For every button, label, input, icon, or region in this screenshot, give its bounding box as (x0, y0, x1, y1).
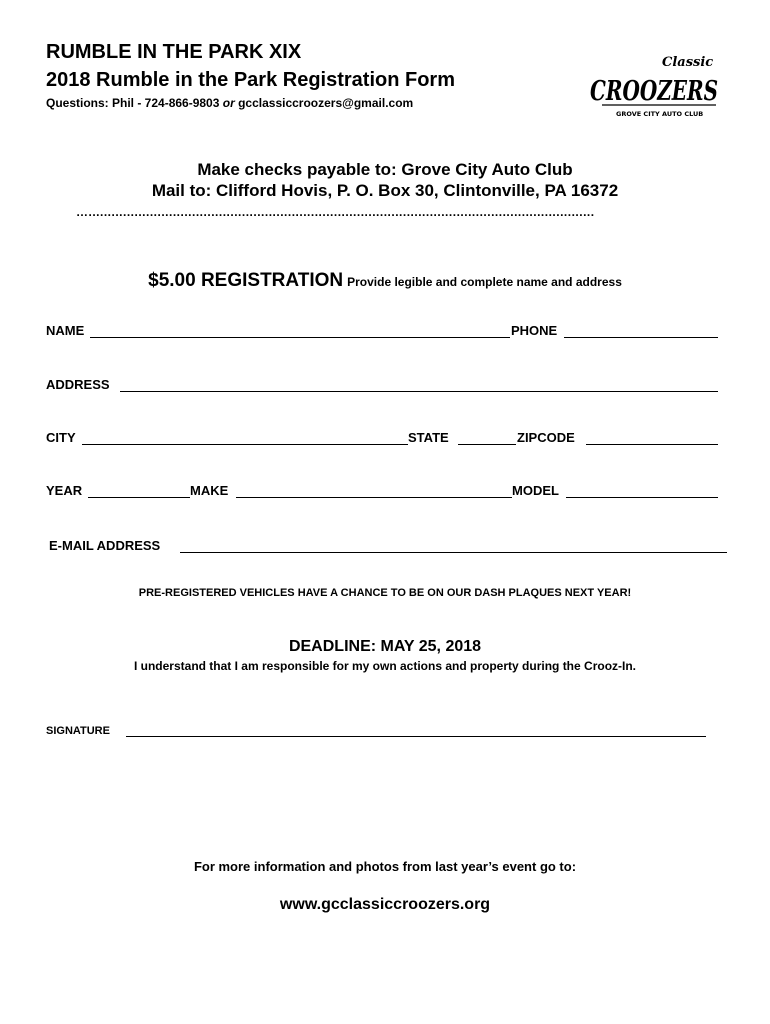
name-field[interactable] (90, 337, 510, 338)
state-field[interactable] (458, 444, 516, 445)
registration-heading (0, 268, 770, 295)
phone-label: PHONE (511, 323, 558, 338)
registration-fee: $5.00 REGISTRATION (148, 270, 344, 291)
logo-classic-text: Classic (662, 55, 714, 70)
website-link[interactable]: www.gcclassiccroozers.org (279, 896, 491, 913)
city-label: CITY (46, 430, 76, 445)
signature-label: SIGNATURE (46, 725, 110, 737)
city-state-zip-row (46, 429, 718, 449)
model-field[interactable] (566, 497, 718, 498)
phone-field[interactable] (564, 337, 718, 338)
deadline-heading: DEADLINE: MAY 25, 2018 (288, 638, 482, 655)
mail-to-text: Mail to: Clifford Hovis, P. O. Box 30, Clintonville, PA 16372 (151, 181, 619, 200)
email-field[interactable] (180, 552, 727, 553)
make-field[interactable] (236, 497, 512, 498)
year-make-model-row (46, 482, 718, 502)
make-label: MAKE (190, 483, 229, 498)
address-row (46, 376, 718, 396)
city-field[interactable] (82, 444, 408, 445)
state-label: STATE (408, 430, 449, 445)
zipcode-label: ZIPCODE (517, 430, 575, 445)
model-label: MODEL (512, 483, 559, 498)
name-phone-row (46, 322, 718, 342)
questions-or-text: or (222, 96, 235, 110)
dotted-separator: ….................................................................................................................................... (76, 205, 595, 219)
address-field[interactable] (120, 391, 718, 392)
questions-contact (46, 95, 413, 111)
logo-club-text: GROVE CITY AUTO CLUB (616, 110, 704, 118)
address-label: ADDRESS (46, 377, 110, 392)
year-field[interactable] (88, 497, 190, 498)
email-row (49, 537, 727, 557)
registration-note: Provide legible and complete name and address (347, 275, 622, 289)
classic-croozers-logo (588, 50, 720, 122)
checks-payable-text: Make checks payable to: Grove City Auto Club (197, 160, 573, 179)
zipcode-field[interactable] (586, 444, 718, 445)
email-label: E-MAIL ADDRESS (49, 538, 161, 553)
questions-phone-text: Questions: Phil - 724-866-9803 (46, 96, 223, 110)
more-info-text: For more information and photos from last year’s event go to: (193, 859, 577, 874)
signature-field[interactable] (126, 736, 706, 737)
form-title: RUMBLE IN THE PARK XIX (46, 41, 302, 63)
form-subtitle: 2018 Rumble in the Park Registration Form (46, 69, 455, 91)
responsibility-statement: I understand that I am responsible for my own actions and property during the Crooz-In. (133, 659, 637, 673)
year-label: YEAR (46, 483, 83, 498)
questions-email-text: gcclassiccroozers@gmail.com (234, 96, 414, 110)
name-label: NAME (46, 323, 85, 338)
preregistered-notice: PRE-REGISTERED VEHICLES HAVE A CHANCE TO BE ON OUR DASH PLAQUES NEXT YEAR! (138, 587, 632, 599)
logo-croozers-text: CROOZERS (590, 76, 718, 107)
